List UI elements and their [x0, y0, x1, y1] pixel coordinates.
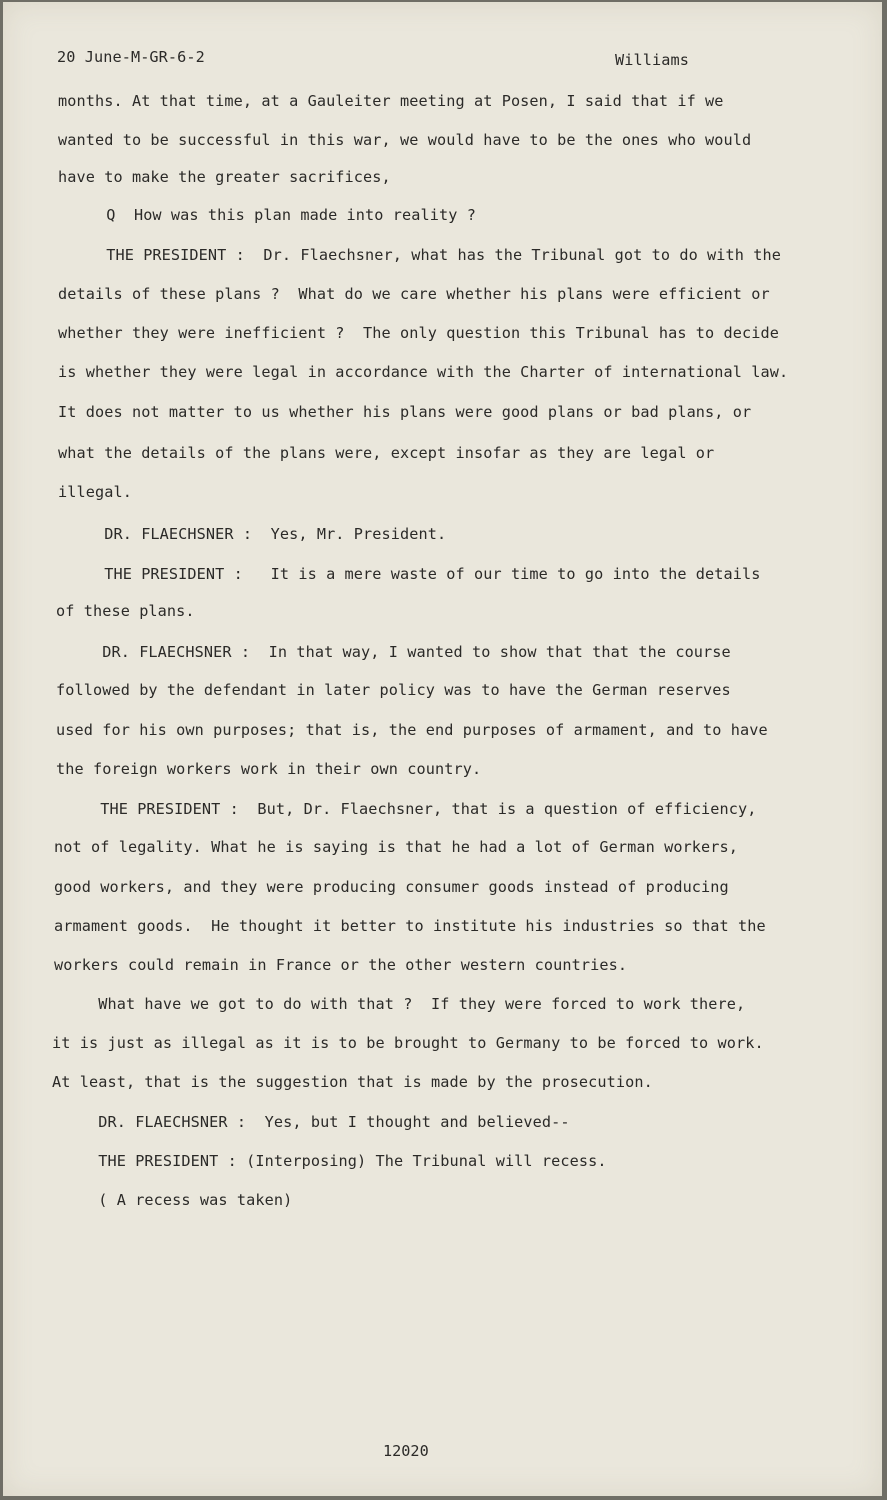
text-line: At least, that is the suggestion that is made by the prosecution.	[52, 1073, 653, 1091]
text-line: ( A recess was taken)	[52, 1191, 293, 1209]
page-number: 12020	[383, 1442, 429, 1460]
text-line: what the details of the plans were, except insofar as they are legal or	[58, 444, 715, 462]
text-line: of these plans.	[56, 602, 195, 620]
text-line: whether they were inefficient ? The only question this Tribunal has to decide	[58, 324, 780, 342]
text-line: illegal.	[58, 483, 132, 501]
document-page	[3, 2, 882, 1496]
text-line: DR. FLAECHSNER : Yes, Mr. President.	[58, 525, 447, 543]
text-line: followed by the defendant in later policy was to have the German reserves	[56, 681, 731, 699]
text-line: have to make the greater sacrifices,	[58, 168, 391, 186]
text-line: it is just as illegal as it is to be brought to Germany to be forced to work.	[52, 1034, 764, 1052]
text-line: months. At that time, at a Gauleiter meeting at Posen, I said that if we	[58, 92, 724, 110]
text-line: THE PRESIDENT : Dr. Flaechsner, what has the Tribunal got to do with the	[60, 246, 782, 264]
text-line: used for his own purposes; that is, the end purposes of armament, and to have	[56, 721, 768, 739]
text-line: not of legality. What he is saying is that he had a lot of German workers,	[54, 838, 739, 856]
text-line: THE PRESIDENT : It is a mere waste of our time to go into the details	[58, 565, 761, 583]
text-line: It does not matter to us whether his plans were good plans or bad plans, or	[58, 403, 752, 421]
text-line: wanted to be successful in this war, we would have to be the ones who would	[58, 131, 752, 149]
text-line: DR. FLAECHSNER : Yes, but I thought and believed--	[52, 1113, 570, 1131]
text-line: armament goods. He thought it better to institute his industries so that the	[54, 917, 766, 935]
text-line: DR. FLAECHSNER : In that way, I wanted to show that that the course	[56, 643, 731, 661]
text-line: workers could remain in France or the other western countries.	[54, 956, 628, 974]
text-line: details of these plans ? What do we care whether his plans were efficient or	[58, 285, 770, 303]
header-reference: 20 June-M-GR-6-2	[57, 48, 205, 66]
text-line: good workers, and they were producing consumer goods instead of producing	[54, 878, 729, 896]
header-reporter: Williams	[615, 51, 689, 69]
text-line: is whether they were legal in accordance with the Charter of international law.	[58, 363, 789, 381]
text-line: THE PRESIDENT : (Interposing) The Tribunal will recess.	[52, 1152, 607, 1170]
text-line: Q How was this plan made into reality ?	[60, 206, 476, 224]
text-line: the foreign workers work in their own country.	[56, 760, 482, 778]
text-line: What have we got to do with that ? If they were forced to work there,	[52, 995, 746, 1013]
text-line: THE PRESIDENT : But, Dr. Flaechsner, that is a question of efficiency,	[54, 800, 757, 818]
